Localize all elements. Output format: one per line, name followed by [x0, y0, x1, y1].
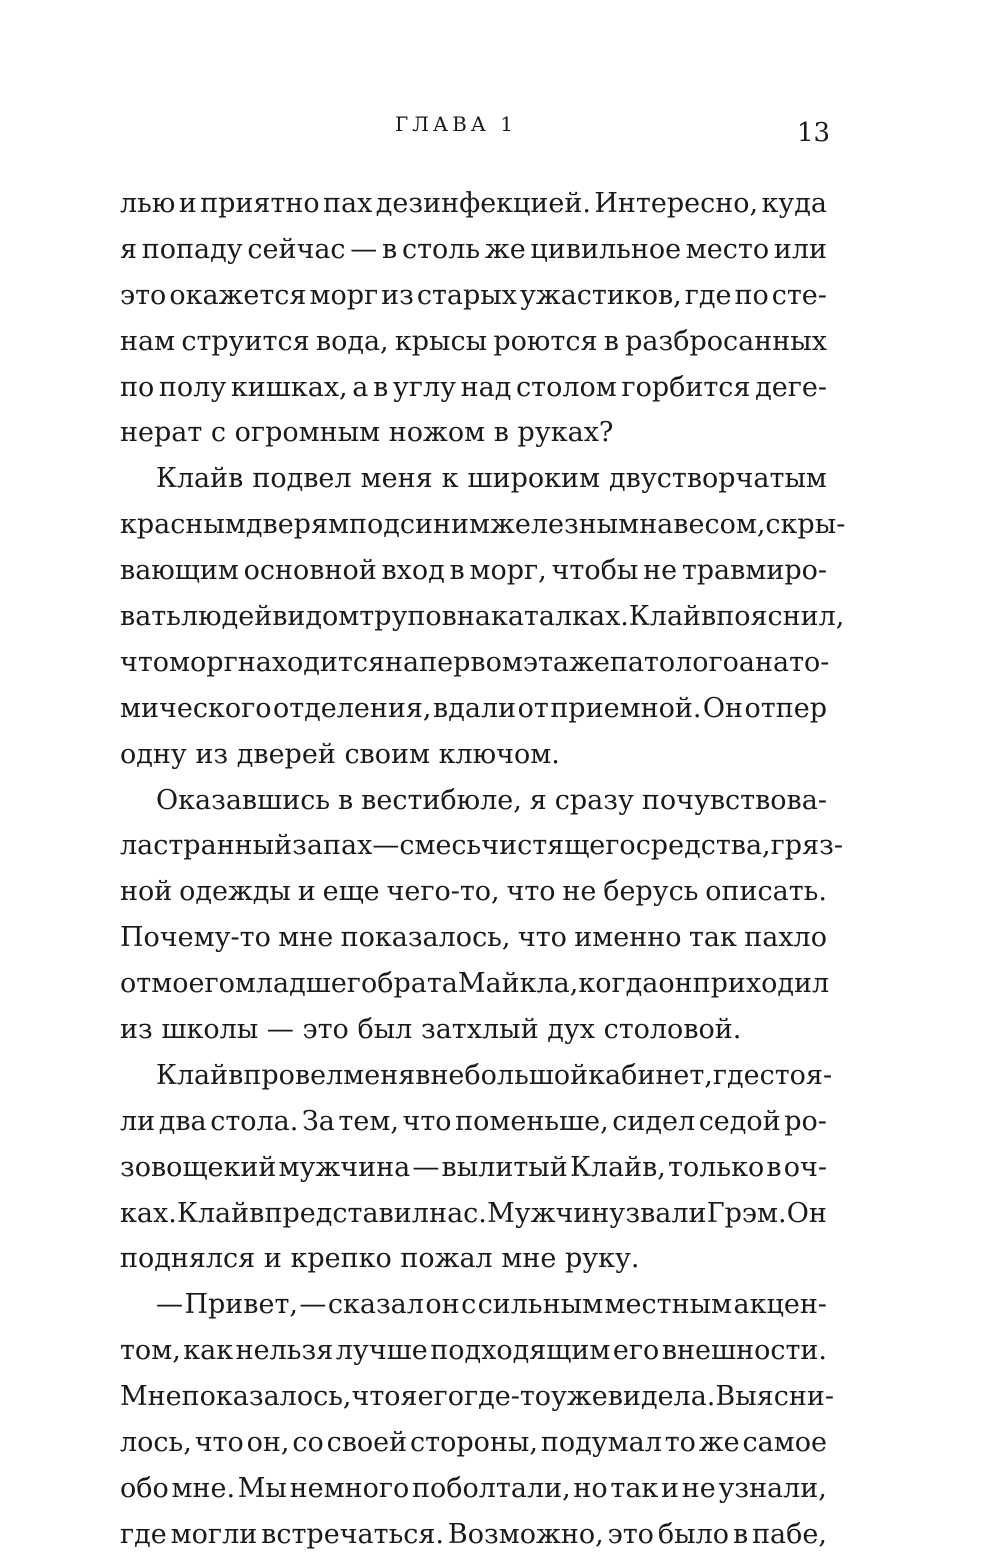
- word: же: [484, 233, 526, 265]
- word: и: [297, 876, 316, 908]
- word: отделения,: [272, 692, 432, 724]
- word: дезинфекцией.: [375, 188, 591, 219]
- text-line: [120, 1374, 834, 1420]
- word: Привет,: [184, 1289, 298, 1321]
- word: почувствова-: [641, 784, 827, 816]
- word: видом: [272, 601, 360, 633]
- word: смесь: [399, 830, 482, 862]
- word: Клайв: [156, 463, 244, 495]
- word: ли: [120, 1105, 156, 1137]
- word: ках.: [120, 1197, 177, 1229]
- word: но: [573, 1472, 608, 1504]
- word: —: [372, 830, 400, 862]
- word: том,: [120, 1335, 181, 1367]
- word: вылитый: [441, 1151, 568, 1183]
- word: что: [402, 1105, 452, 1137]
- word: он: [425, 1289, 460, 1321]
- text-line: [120, 823, 843, 869]
- word: седой: [698, 1105, 781, 1137]
- word: Он: [702, 692, 744, 724]
- word: его: [417, 1381, 464, 1413]
- word: пахло: [744, 922, 827, 954]
- word: Интересно,: [594, 188, 759, 219]
- word: трупов: [359, 601, 457, 633]
- word: мне: [278, 922, 334, 954]
- word: основной: [243, 555, 377, 587]
- word: это: [302, 1014, 349, 1046]
- word: людей: [180, 601, 273, 633]
- text-line: [120, 365, 827, 411]
- word: Возможно,: [447, 1518, 604, 1550]
- word: Грэм.: [706, 1197, 787, 1229]
- word: Клайв,: [569, 1151, 666, 1183]
- word: стороны,: [410, 1427, 538, 1459]
- word: стола.: [210, 1105, 299, 1137]
- word: он: [658, 968, 693, 1000]
- word: куда: [761, 188, 827, 219]
- word: приемной.: [550, 692, 702, 724]
- word: видела.: [607, 1381, 716, 1413]
- text-line: [120, 640, 830, 686]
- word: ужастиков,: [519, 279, 682, 311]
- word: на: [456, 601, 491, 633]
- word: ной: [120, 876, 173, 908]
- word: и: [263, 1243, 282, 1275]
- word: окажется: [169, 279, 307, 311]
- word: звали: [625, 1197, 707, 1229]
- word: двустворчатым: [609, 463, 827, 495]
- word: дверям: [245, 509, 349, 541]
- text-line: [120, 1145, 827, 1191]
- word: как: [183, 1335, 234, 1367]
- word: было: [657, 1518, 730, 1550]
- word: чистящего: [481, 830, 636, 862]
- text-line: [120, 181, 827, 227]
- word: так: [610, 1472, 659, 1504]
- word: нельзя: [235, 1335, 334, 1367]
- word: место: [685, 233, 770, 265]
- text-line: [120, 686, 827, 732]
- word: —: [299, 1289, 327, 1321]
- word: в: [415, 1059, 431, 1091]
- text-line: [120, 1007, 827, 1053]
- word: пах: [323, 188, 373, 219]
- word: немного: [289, 1472, 410, 1504]
- word: приходил: [692, 968, 830, 1000]
- word: скры-: [765, 509, 846, 541]
- word: это: [607, 1518, 654, 1550]
- word: ла: [120, 830, 154, 862]
- word: кабинет,: [588, 1059, 713, 1091]
- text-line: [120, 915, 827, 961]
- text-line: [120, 273, 827, 319]
- word: Клайв: [156, 1059, 244, 1091]
- word: крепко: [290, 1243, 392, 1275]
- word: огромным: [234, 417, 381, 449]
- word: его: [612, 1335, 660, 1367]
- word: еще: [322, 876, 380, 908]
- word: то: [664, 1427, 696, 1459]
- word: где: [712, 1059, 760, 1091]
- running-head: ГЛАВА 1: [395, 112, 518, 136]
- word: средства,: [635, 830, 771, 862]
- word: в: [603, 325, 619, 357]
- word: я: [120, 233, 138, 265]
- word: роются: [493, 325, 598, 357]
- word: лью: [120, 188, 176, 219]
- word: так: [688, 922, 737, 954]
- word: Почему-то: [120, 922, 271, 954]
- word: представил: [264, 1197, 429, 1229]
- word: небольшой: [430, 1059, 589, 1091]
- word: травмиро-: [681, 555, 827, 587]
- word: когда: [578, 968, 659, 1000]
- word: от: [120, 968, 152, 1000]
- word: железным: [490, 509, 640, 541]
- word: углу: [392, 371, 456, 403]
- word: попаду: [141, 233, 243, 265]
- word: с: [461, 1289, 477, 1321]
- word: одну: [120, 738, 187, 770]
- word: и: [178, 188, 197, 219]
- word: Он: [786, 1197, 827, 1229]
- word: широким: [467, 463, 601, 495]
- word: показалось,: [340, 922, 511, 954]
- word: запах: [292, 830, 373, 862]
- word: младшего: [234, 968, 378, 1000]
- word: зовощекий: [120, 1151, 277, 1183]
- word: встречаться.: [261, 1518, 444, 1550]
- word: именно: [574, 922, 682, 954]
- word: что: [506, 876, 556, 908]
- word: из: [195, 738, 229, 770]
- word: каталках.: [490, 601, 629, 633]
- word: из: [381, 279, 414, 311]
- word: а: [352, 371, 369, 403]
- word: берусь: [603, 876, 699, 908]
- word: в: [382, 233, 398, 265]
- word: могли: [170, 1518, 258, 1550]
- word: этаже: [522, 646, 610, 678]
- text-line: [120, 732, 827, 778]
- word: приятно: [200, 188, 320, 219]
- word: со: [292, 1427, 324, 1459]
- word: над: [460, 371, 512, 403]
- word: тем,: [338, 1105, 399, 1137]
- word: Клайв: [628, 601, 717, 633]
- word: не: [562, 876, 597, 908]
- word: к: [441, 463, 459, 495]
- word: что: [517, 922, 567, 954]
- text-line: [120, 319, 827, 365]
- word: поменьше,: [455, 1105, 609, 1137]
- body-text: [120, 181, 846, 1558]
- word: нерат: [120, 417, 203, 449]
- text-line: [120, 869, 827, 915]
- word: разбросанных: [625, 325, 827, 357]
- word: я: [529, 784, 547, 816]
- word: от: [517, 692, 549, 724]
- word: деге-: [755, 371, 827, 403]
- word: лучше: [335, 1335, 428, 1367]
- word: За: [301, 1105, 335, 1137]
- word: своей: [326, 1427, 408, 1459]
- word: на: [385, 646, 420, 678]
- word: нас.: [429, 1197, 487, 1229]
- word: дух: [547, 1014, 595, 1046]
- word: местным: [604, 1289, 733, 1321]
- word: вающим: [120, 555, 239, 587]
- word: затхлый: [420, 1014, 539, 1046]
- word: по: [120, 371, 155, 403]
- word: патологоанато-: [609, 646, 830, 678]
- word: вестибюле,: [361, 784, 522, 816]
- text-line: [120, 410, 827, 456]
- word: морг,: [469, 555, 547, 587]
- word: акцен-: [733, 1289, 827, 1321]
- word: цивильное: [530, 233, 682, 265]
- word: кишках,: [230, 371, 348, 403]
- word: гряз-: [770, 830, 843, 862]
- text-line: [120, 1420, 827, 1466]
- word: чтобы: [551, 555, 639, 587]
- word: нам: [120, 325, 176, 357]
- word: два: [158, 1105, 207, 1137]
- word: оч-: [783, 1151, 827, 1183]
- page-number: 13: [797, 118, 831, 148]
- word: он,: [246, 1427, 290, 1459]
- word: или: [773, 233, 827, 265]
- word: и: [661, 1472, 680, 1504]
- word: обо: [120, 1472, 169, 1504]
- word: —: [156, 1289, 183, 1321]
- word: вода,: [315, 325, 389, 357]
- text-line: [120, 961, 830, 1007]
- word: моего: [151, 968, 235, 1000]
- word: вход: [381, 555, 445, 587]
- word: поболтали,: [412, 1472, 571, 1504]
- text-line: [120, 548, 827, 594]
- word: в: [732, 1518, 749, 1550]
- word: —: [266, 1014, 294, 1046]
- word: сильным: [477, 1289, 604, 1321]
- word: где: [120, 1518, 167, 1550]
- word: мне.: [171, 1472, 236, 1504]
- word: столом: [516, 371, 617, 403]
- word: мужчина: [278, 1151, 411, 1183]
- word: —: [412, 1151, 440, 1183]
- word: старых: [416, 279, 517, 311]
- text-line: [120, 502, 846, 548]
- text-line: [120, 594, 845, 640]
- word: вать: [120, 601, 181, 633]
- text-line: [120, 456, 827, 502]
- word: брата: [377, 968, 458, 1000]
- word: уже: [551, 1381, 608, 1413]
- word: что: [120, 646, 170, 678]
- word: из: [120, 1014, 153, 1046]
- word: крысы: [394, 325, 488, 357]
- word: одежды: [179, 876, 291, 908]
- word: навесом,: [639, 509, 766, 541]
- word: где-то: [463, 1381, 552, 1413]
- word: сидел: [612, 1105, 696, 1137]
- word: поднялся: [120, 1243, 256, 1275]
- text-line: [120, 778, 827, 824]
- word: где: [684, 279, 732, 311]
- word: самое: [742, 1427, 827, 1459]
- word: горбится: [621, 371, 751, 403]
- word: находится: [237, 646, 386, 678]
- word: сейчас: [247, 233, 346, 265]
- word: пояснил,: [716, 601, 845, 633]
- word: пабе,: [752, 1518, 827, 1550]
- word: чего-то,: [386, 876, 500, 908]
- word: мне: [501, 1243, 557, 1275]
- word: же: [698, 1427, 740, 1459]
- word: по: [734, 279, 769, 311]
- word: в: [449, 555, 465, 587]
- word: ро-: [784, 1105, 827, 1137]
- word: описать.: [705, 876, 827, 908]
- word: Выясни-: [715, 1381, 834, 1413]
- word: сте-: [771, 279, 827, 311]
- text-line: [120, 1236, 827, 1282]
- word: подвел: [252, 463, 352, 495]
- word: струится: [181, 325, 310, 357]
- word: Мне: [120, 1381, 182, 1413]
- word: отпер: [744, 692, 827, 724]
- word: ключом.: [438, 738, 560, 770]
- word: морг: [309, 279, 379, 311]
- word: показалось,: [181, 1381, 352, 1413]
- word: Клайв: [176, 1197, 265, 1229]
- word: я: [400, 1381, 418, 1413]
- text-line: [120, 1512, 827, 1558]
- text-line: [120, 1191, 827, 1237]
- word: в: [373, 371, 389, 403]
- word: морг: [169, 646, 238, 678]
- word: меня: [360, 463, 433, 495]
- word: ножом: [388, 417, 486, 449]
- word: Мы: [237, 1472, 287, 1504]
- word: меня: [343, 1059, 416, 1091]
- text-line: [120, 1466, 827, 1512]
- word: в: [766, 1151, 782, 1183]
- word: узнали,: [718, 1472, 827, 1504]
- word: руку.: [564, 1243, 640, 1275]
- word: был: [357, 1014, 413, 1046]
- word: вдали: [433, 692, 517, 724]
- word: Майкла,: [457, 968, 579, 1000]
- word: Мужчину: [487, 1197, 626, 1229]
- word: под: [349, 509, 400, 541]
- text-line: [120, 1328, 827, 1374]
- word: что: [194, 1427, 244, 1459]
- word: столовой.: [603, 1014, 742, 1046]
- word: лось,: [120, 1427, 192, 1459]
- word: столь: [401, 233, 481, 265]
- word: школы: [161, 1014, 259, 1046]
- word: внешности.: [661, 1335, 827, 1367]
- word: своим: [344, 738, 431, 770]
- word: в: [338, 784, 354, 816]
- word: полу: [158, 371, 227, 403]
- word: первом: [419, 646, 523, 678]
- word: руках?: [517, 417, 614, 449]
- word: не: [643, 555, 678, 587]
- text-line: [120, 1053, 833, 1099]
- word: —: [350, 233, 378, 265]
- word: подходящим: [430, 1335, 611, 1367]
- word: Оказавшись: [156, 784, 331, 816]
- word: только: [668, 1151, 765, 1183]
- text-line: [120, 227, 827, 273]
- word: провел: [243, 1059, 344, 1091]
- text-line: [120, 1282, 827, 1328]
- word: с: [210, 417, 227, 449]
- word: синим: [399, 509, 491, 541]
- word: пожал: [400, 1243, 493, 1275]
- word: что: [351, 1381, 401, 1413]
- word: в: [493, 417, 509, 449]
- word: подумал: [540, 1427, 662, 1459]
- word: не: [681, 1472, 716, 1504]
- word: стоя-: [759, 1059, 833, 1091]
- word: красным: [120, 509, 246, 541]
- word: это: [120, 279, 167, 311]
- word: сразу: [554, 784, 634, 816]
- word: сказал: [327, 1289, 424, 1321]
- word: дверей: [236, 738, 336, 770]
- word: странный: [153, 830, 293, 862]
- text-line: [120, 1099, 827, 1145]
- word: мического: [120, 692, 272, 724]
